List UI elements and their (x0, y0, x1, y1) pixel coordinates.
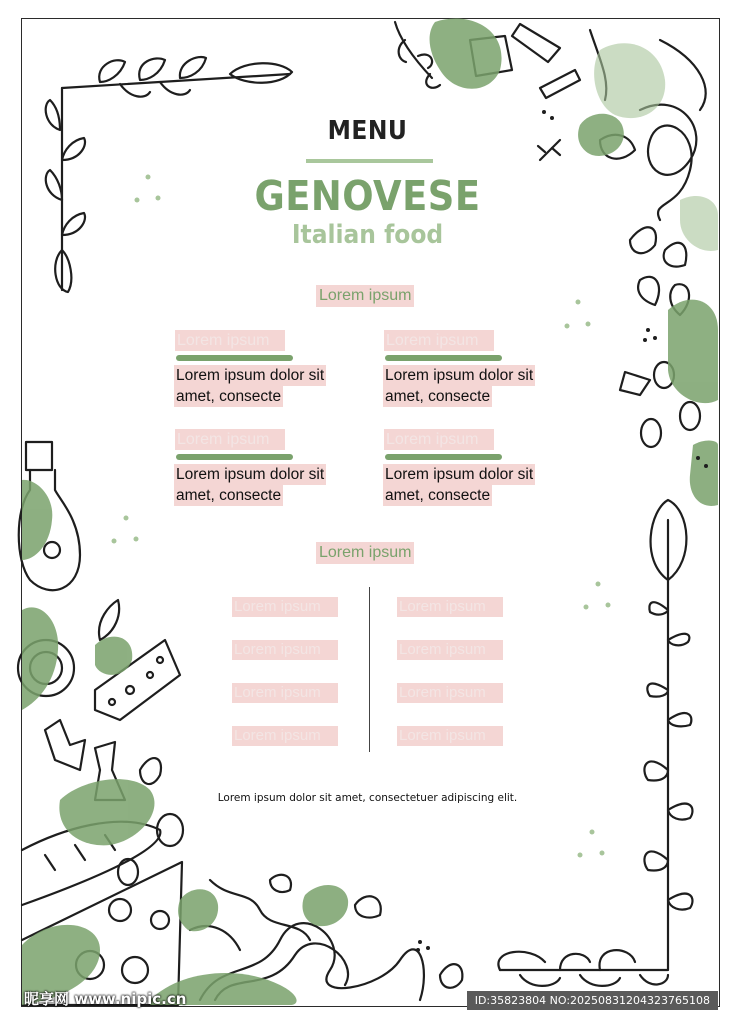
section1-item-desc: Lorem ipsum dolor sit amet, consecte (176, 466, 325, 504)
section2-right-item: Lorem ipsum (397, 726, 503, 746)
green-accent-blobs (22, 19, 718, 1005)
section2-right-item: Lorem ipsum (397, 683, 503, 703)
watermark-site: 昵享网 www.nipic.cn (24, 990, 187, 1008)
section2-right-item: Lorem ipsum (397, 640, 503, 660)
section1-item-desc: Lorem ipsum dolor sit amet, consecte (385, 466, 534, 504)
herb-leaf-icon (99, 600, 161, 784)
section1-item-bar (176, 355, 293, 361)
menu-label: MENU (327, 116, 408, 146)
branch-right-icon (498, 500, 692, 986)
decorative-dots (112, 175, 611, 858)
section2-left-item: Lorem ipsum (232, 683, 338, 703)
section2-left-item: Lorem ipsum (232, 640, 338, 660)
watermark-id: ID:35823804 NO:20250831204323765108 (467, 991, 718, 1010)
restaurant-name: GENOVESE (254, 172, 481, 220)
section1-item-title: Lorem ipsum (384, 429, 494, 450)
section1-item-title: Lorem ipsum (175, 429, 285, 450)
section1-item-title: Lorem ipsum (384, 330, 494, 351)
section2-right-item: Lorem ipsum (397, 597, 503, 617)
footer-text: Lorem ipsum dolor sit amet, consectetuer adipiscing elit. (217, 792, 518, 804)
section1-item-bar (385, 454, 502, 460)
tagline: Italian food (291, 220, 444, 250)
section1-item-title: Lorem ipsum (175, 330, 285, 351)
section2-left-item: Lorem ipsum (232, 597, 338, 617)
section1-item-desc: Lorem ipsum dolor sit amet, consecte (385, 367, 534, 405)
section2-left-item: Lorem ipsum (232, 726, 338, 746)
section1-item-desc: Lorem ipsum dolor sit amet, consecte (176, 367, 325, 405)
section1-item-bar (176, 454, 293, 460)
section1-item-bar (385, 355, 502, 361)
header-divider (306, 159, 433, 163)
section2-column-divider (369, 587, 370, 752)
section1-heading: Lorem ipsum (316, 285, 414, 307)
section2-heading: Lorem ipsum (316, 542, 414, 564)
